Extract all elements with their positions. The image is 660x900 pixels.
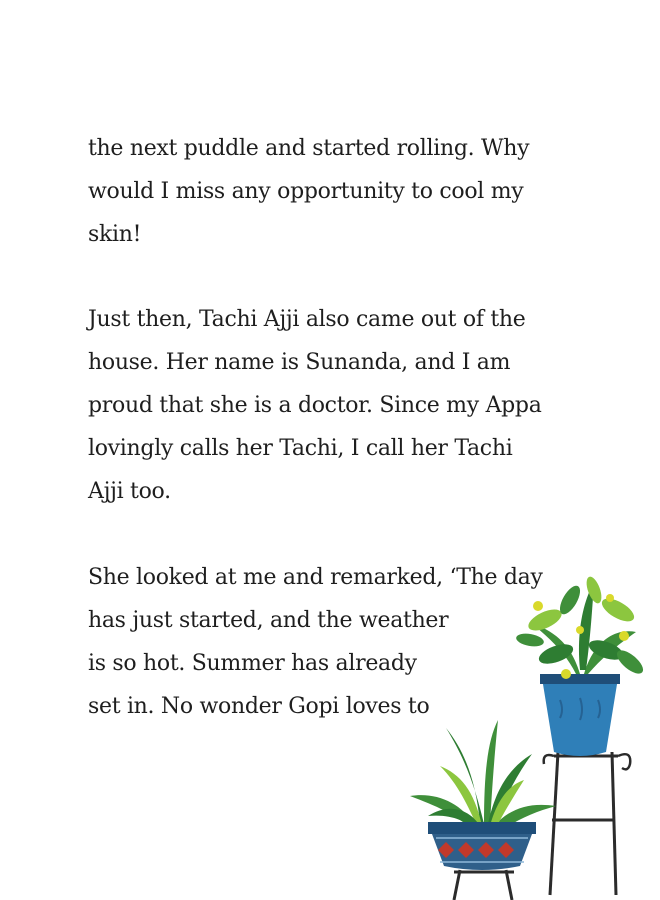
- text-line: house. Her name is Sunanda, and I am: [88, 350, 511, 375]
- blue-pot: [540, 674, 620, 756]
- spiky-plant: [410, 720, 556, 832]
- text-line: Just then, Tachi Ajji also came out of the: [88, 307, 526, 332]
- potted-plants-illustration: [380, 570, 660, 900]
- text-line: She looked at me and remarked, ‘The day: [88, 565, 543, 590]
- text-line: has just started, and the weather: [88, 608, 449, 633]
- text-line: is so hot. Summer has already: [88, 651, 417, 676]
- text-line: would I miss any opportunity to cool my: [88, 179, 524, 204]
- flowering-plant: [515, 575, 647, 679]
- text-line: proud that she is a doctor. Since my Appa: [88, 393, 542, 418]
- text-line: Ajji too.: [88, 479, 171, 504]
- text-line: lovingly calls her Tachi, I call her Tachi: [88, 436, 513, 461]
- plant-stand: [544, 752, 631, 895]
- text-line: set in. No wonder Gopi loves to: [88, 694, 430, 719]
- patterned-pot: [428, 822, 536, 870]
- text-line: skin!: [88, 222, 142, 247]
- text-line: the next puddle and started rolling. Why: [88, 136, 530, 161]
- small-plant-stand: [454, 870, 514, 900]
